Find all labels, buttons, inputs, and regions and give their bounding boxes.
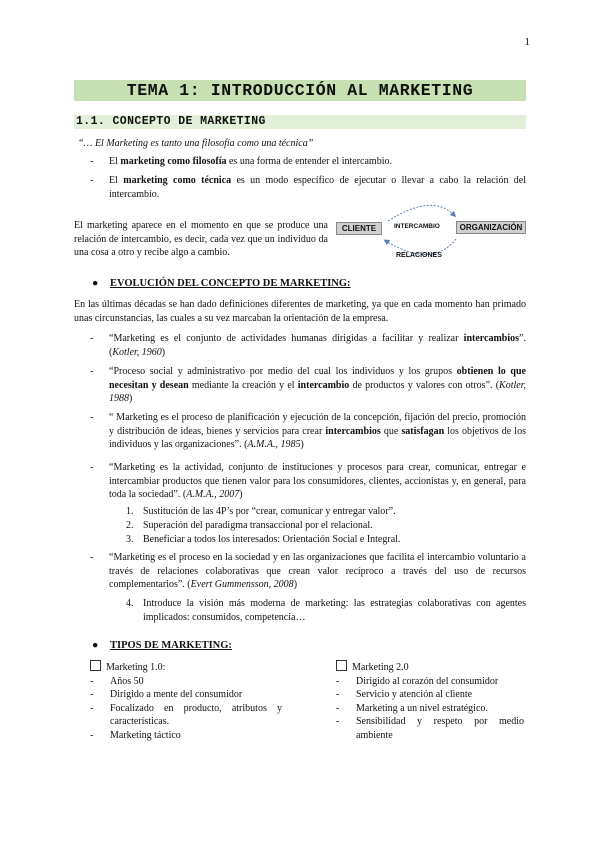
numbered-item: 2. Superación del paradigma transaccional por el relacional. [126, 520, 373, 531]
types-heading: ● TIPOS DE MARKETING: [92, 640, 232, 651]
opening-quote: “… El Marketing es tanto una filosofía como una técnica” [78, 138, 314, 149]
checkbox-icon [90, 660, 101, 671]
list-item: - Marketing a un nivel estratégico. [336, 702, 488, 714]
numbered-item: 4. Introduce la visión más moderna de marketing: las estrategias colaborativas con agentes implicados: consumidos, competencia… [126, 598, 526, 623]
definition-item: - “Proceso social y administrativo por medio del cual los individuos y los grupos obtienen lo que necesitan y desean mediante la creación y el intercambio de productos y valores con otros”. (Kotler, 1988) [90, 366, 526, 404]
list-item: - Dirigido a mente del consumidor [90, 689, 243, 700]
page-title: TEMA 1: INTRODUCCIÓN AL MARKETING [74, 80, 526, 101]
marketing-2-column [336, 660, 536, 742]
list-item: - Marketing táctico [90, 729, 181, 741]
exchange-label: INTERCAMBIO [394, 223, 440, 230]
exchange-paragraph: El marketing aparece en el momento en que se produce una relación de intercambio, es decir, cada vez que un individuo da una cosa a otro y recibe algo a cambio. [74, 220, 328, 258]
list-item: - Focalizado en producto, atributos y características. [90, 702, 282, 727]
marketing-1-title: Marketing 1.0: [90, 660, 290, 675]
list-item: - Años 50 [90, 675, 144, 687]
section-heading: 1.1. CONCEPTO DE MARKETING [74, 115, 526, 129]
list-item: - El marketing como técnica es un modo específico de ejecutar o llevar a cabo la relación del intercambio. [90, 175, 527, 200]
definition-item: - “Marketing es la actividad, conjunto de instituciones y procesos para crear, comunicar, entregar e intercambiar productos que tienen valor para los consumidores, clientes, accionistas y, en general, para toda la sociedad”. (A.M.A., 2007) [90, 462, 526, 500]
list-item: - Sensibilidad y respeto por medio ambiente [336, 716, 524, 741]
numbered-item: 3. Beneficiar a todos los interesados: Orientación Social e Integral. [126, 534, 401, 545]
page-number: 1 [524, 36, 530, 48]
client-box: CLIENTE [336, 222, 382, 235]
definition-item: - “Marketing es el conjunto de actividades humanas dirigidas a facilitar y realizar intercambios”. (Kotler, 1960) [90, 333, 526, 358]
list-item: - El marketing como filosofía es una forma de entender el intercambio. [90, 156, 392, 167]
evolution-heading: ● EVOLUCIÓN DEL CONCEPTO DE MARKETING: [92, 278, 351, 289]
evolution-intro: En las últimas décadas se han dado definiciones diferentes de marketing, ya que en cada momento han primado unas circunstancias, las cuales a su vez marcaban la orientación de la empresa. [74, 299, 526, 324]
organization-box: ORGANIZACIÓN [456, 221, 526, 234]
list-item: - Dirigido al corazón del consumidor [336, 675, 499, 687]
relations-label: RELACIONES [396, 252, 442, 259]
marketing-2-title: Marketing 2.0 [336, 660, 536, 675]
exchange-diagram [336, 201, 530, 267]
checkbox-icon [336, 660, 347, 671]
definition-item: - “Marketing es el proceso en la sociedad y en las organizaciones que facilita el intercambio voluntario a través de relaciones colaborativas que crean valor recíproco a través del uso de recursos complementarios”. (Evert Gummensson, 2008) [90, 552, 526, 590]
marketing-1-column [90, 660, 290, 742]
numbered-item: 1. Sustitución de las 4P’s por “crear, comunicar y entregar valor”. [126, 506, 396, 517]
list-item: - Servicio y atención al cliente [336, 689, 473, 700]
definition-item: - “ Marketing es el proceso de planificación y ejecución de la concepción, fijación del precio, promoción y distribución de ideas, bienes y servicios para crear intercambios que satisfagan los objetivos de los individuos y las organizaciones”. (A.M.A., 1985) [90, 412, 526, 450]
